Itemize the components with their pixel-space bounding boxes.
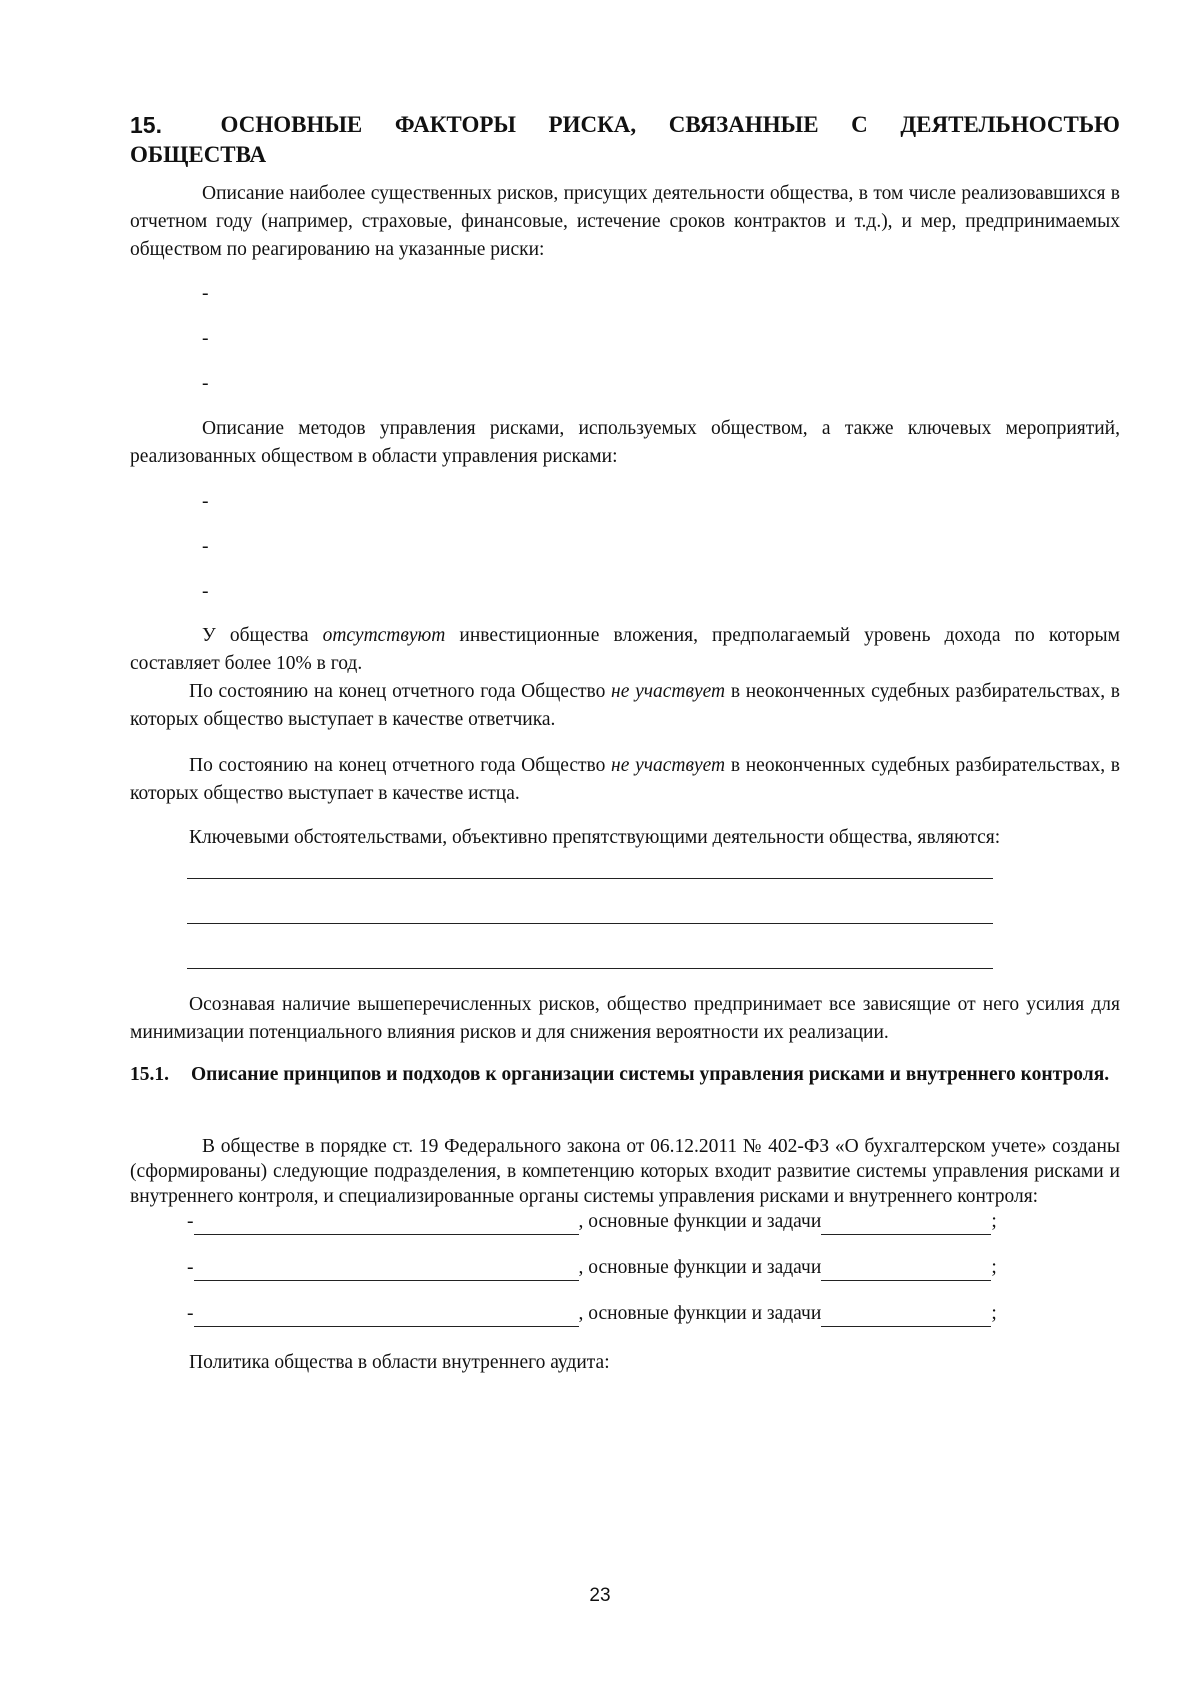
fill-suffix: ; xyxy=(991,1257,997,1278)
text-run: У общества xyxy=(202,625,323,646)
fill-middle: , основные функции и задачи xyxy=(578,1257,822,1278)
fill-prefix: - xyxy=(187,1211,194,1232)
blank-field xyxy=(821,1260,991,1281)
text-run: По состоянию на конец отчетного года Общество xyxy=(189,755,612,776)
blank-field xyxy=(821,1306,991,1327)
list-item: - xyxy=(202,328,209,349)
risk-awareness-paragraph: Осознавая наличие вышеперечисленных рисков, общество предпринимает все зависящие от него усилия для минимизации потенциального влияния рисков и для снижения вероятности их реализации. xyxy=(130,994,1120,1043)
section-title-word: ДЕЯТЕЛЬНОСТЬЮ xyxy=(900,112,1120,137)
fill-row xyxy=(130,1301,1120,1327)
list-item: - xyxy=(202,536,209,557)
risks-description-paragraph: Описание наиболее существенных рисков, присущих деятельности общества, в том числе реализовавшихся в отчетном году (например, страховые, финансовые, истечение сроков контрактов и т.д.), и мер, предпринимаемых обществом по реагированию на указанные риски: xyxy=(130,183,1120,260)
emphasis-text: не участвует xyxy=(611,681,726,702)
fill-middle: , основные функции и задачи xyxy=(578,1211,822,1232)
section-number: 15. xyxy=(130,112,162,138)
blank-field xyxy=(194,1260,579,1281)
section-title-line2: ОБЩЕСТВА xyxy=(130,142,267,167)
page-number: 23 xyxy=(589,1585,611,1606)
fill-prefix: - xyxy=(187,1303,194,1324)
section-title-word: СВЯЗАННЫЕ xyxy=(668,112,819,137)
page-content xyxy=(130,110,1120,1377)
plaintiff-litigation-paragraph xyxy=(130,752,1120,808)
fill-middle: , основные функции и задачи xyxy=(578,1303,822,1324)
audit-policy-paragraph: Политика общества в области внутреннего аудита: xyxy=(189,1352,610,1373)
list-item: - xyxy=(202,581,209,602)
subsection-number: 15.1. xyxy=(130,1064,169,1085)
section-title-word: ФАКТОРЫ xyxy=(394,112,516,137)
fill-suffix: ; xyxy=(991,1303,997,1324)
departments-paragraph: В обществе в порядке ст. 19 Федерального закона от 06.12.2011 № 402-ФЗ «О бухгалтерском учете» созданы (сформированы) следующие подразделения, в компетенцию которых входит развитие системы управления рисками и внутреннего контроля, и специализированные органы системы управления рисками и внутреннего контроля: xyxy=(130,1136,1120,1207)
blank-field xyxy=(194,1306,579,1327)
blank-field xyxy=(821,1214,991,1235)
subsection-heading xyxy=(130,1061,1120,1089)
list-item: - xyxy=(202,283,209,304)
blank-field xyxy=(194,1214,579,1235)
defendant-litigation-paragraph xyxy=(130,678,1120,734)
investments-paragraph xyxy=(130,622,1120,678)
list-item: - xyxy=(202,491,209,512)
text-run: инвестиционные вложения, предполагаемый уровень дохода по которым составляет более 10% в год. xyxy=(130,625,1120,674)
key-circumstances-paragraph: Ключевыми обстоятельствами, объективно препятствующими деятельности общества, являются: xyxy=(189,827,1001,848)
section-heading xyxy=(130,110,1120,170)
fill-prefix: - xyxy=(187,1257,194,1278)
section-title-word: С xyxy=(851,112,868,137)
fill-row xyxy=(130,1255,1120,1281)
text-run: в неоконченных судебных разбирательствах, в которых общество выступает в качестве истца. xyxy=(130,755,1120,804)
section-title-word: РИСКА, xyxy=(548,112,637,137)
fill-row xyxy=(130,1209,1120,1235)
emphasis-text: не участвует xyxy=(611,755,726,776)
risk-methods-paragraph: Описание методов управления рисками, используемых обществом, а также ключевых мероприятий, реализованных обществом в области управления рисками: xyxy=(130,418,1120,467)
section-title-word: ОСНОВНЫЕ xyxy=(220,112,363,137)
fill-suffix: ; xyxy=(991,1211,997,1232)
list-item: - xyxy=(202,373,209,394)
subsection-title: Описание принципов и подходов к организации системы управления рисками и внутреннего контроля. xyxy=(191,1064,1110,1085)
text-run: в неоконченных судебных разбирательствах, в которых общество выступает в качестве ответчика. xyxy=(130,681,1120,730)
emphasis-text: отсутствуют xyxy=(322,625,446,646)
text-run: По состоянию на конец отчетного года Общество xyxy=(189,681,612,702)
